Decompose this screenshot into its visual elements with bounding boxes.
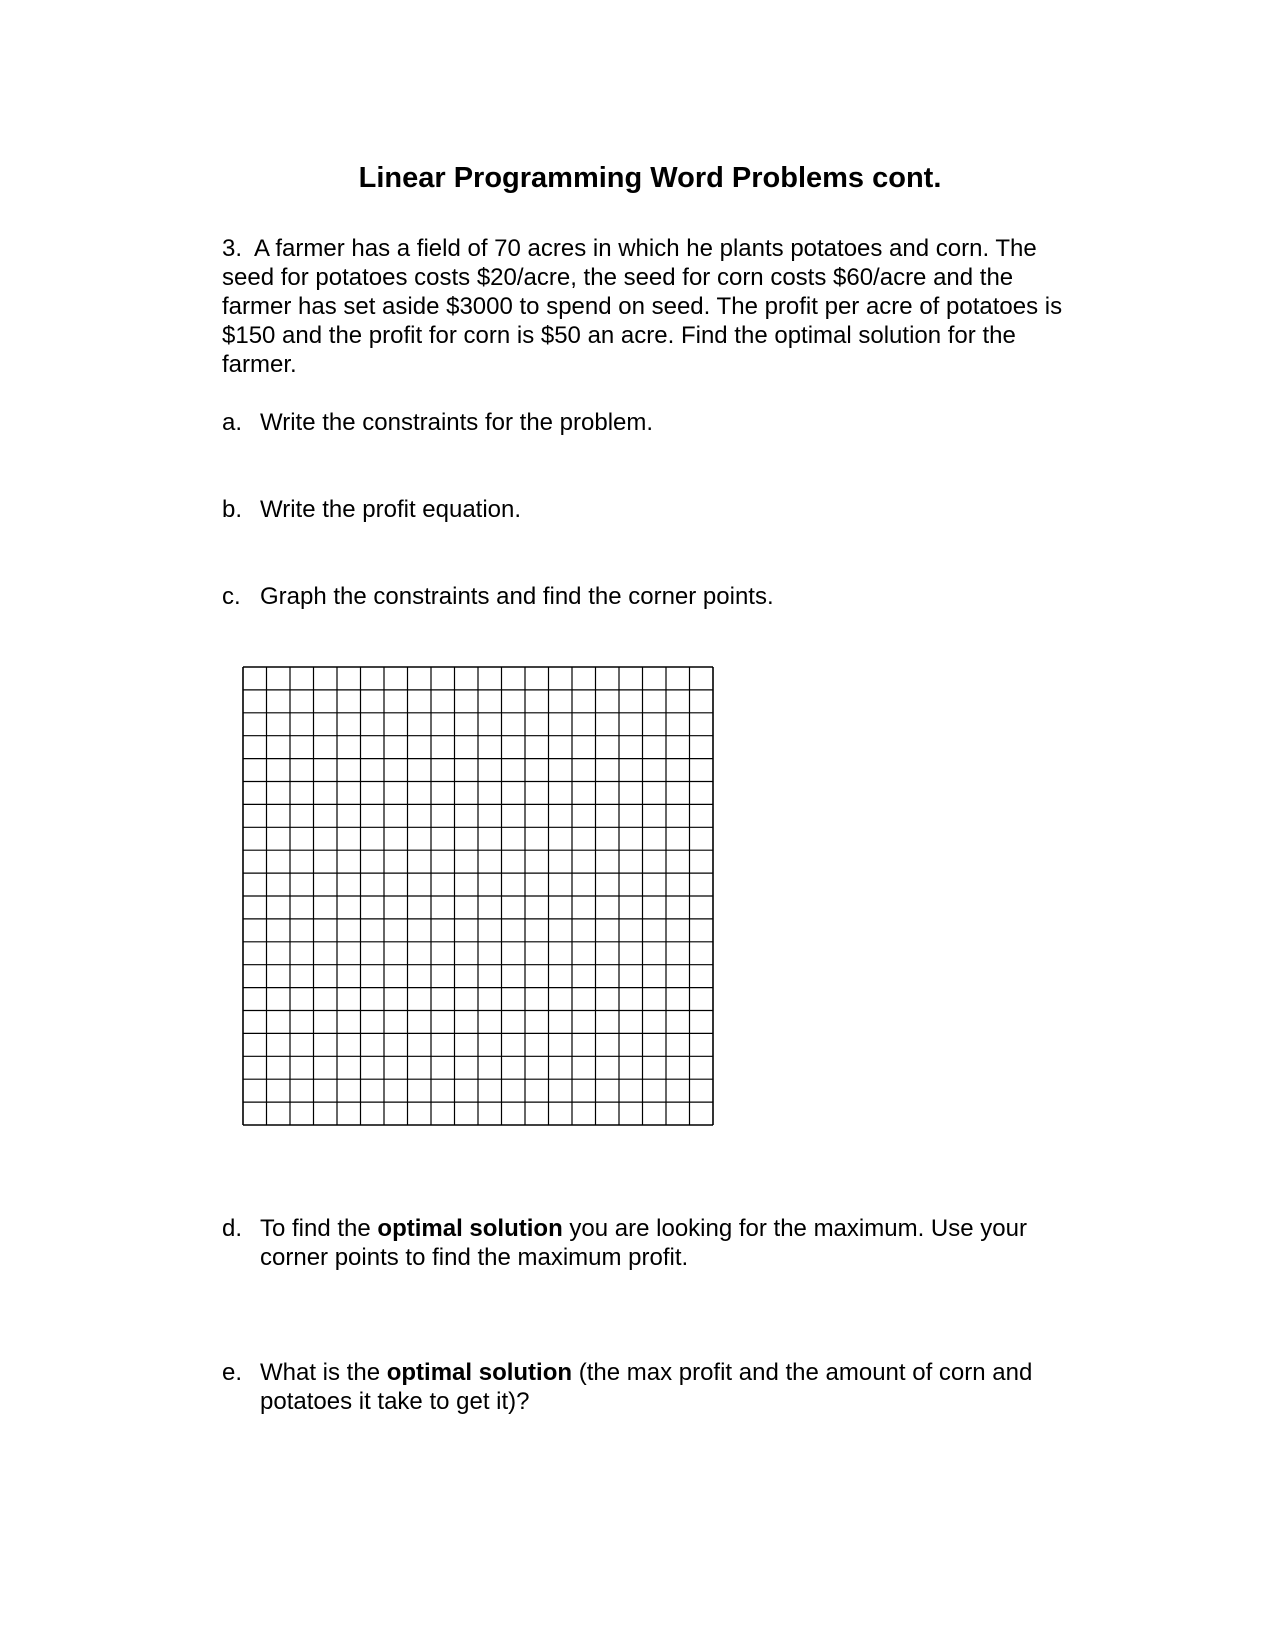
problem-number: 3. xyxy=(222,235,243,262)
part-a-letter: a. xyxy=(222,409,243,436)
page-title: Linear Programming Word Problems cont. xyxy=(358,162,942,194)
graph-grid xyxy=(242,666,714,1126)
part-b xyxy=(222,495,1082,524)
part-e-text xyxy=(260,1358,1082,1416)
part-e-text-pre: What is the xyxy=(260,1359,387,1386)
part-d xyxy=(222,1214,1082,1272)
graph-grid-svg xyxy=(242,666,714,1126)
part-c xyxy=(222,582,1082,611)
part-d-text xyxy=(260,1214,1082,1272)
problem-statement xyxy=(222,234,1082,379)
part-b-text: Write the profit equation. xyxy=(260,496,522,523)
part-b-letter: b. xyxy=(222,496,243,523)
part-e-text-bold: optimal solution xyxy=(386,1359,573,1386)
part-d-text-bold: optimal solution xyxy=(377,1215,563,1242)
part-e xyxy=(222,1358,1082,1416)
problem-text: A farmer has a field of 70 acres in which he plants potatoes and corn. The seed for potatoes costs $20/acre, the seed for corn costs $60/acre and the farmer has set aside $3000 to spend on seed. The profit per acre of potatoes is $150 and the profit for corn is $50 an acre. Find the optimal solution for the farmer. xyxy=(222,235,1063,378)
part-a xyxy=(222,408,1082,437)
part-d-letter: d. xyxy=(222,1215,243,1242)
part-d-text-post: you are looking for the maximum. Use your corner points to find the maximum profit. xyxy=(260,1215,1027,1271)
part-a-text: Write the constraints for the problem. xyxy=(260,409,654,436)
part-c-letter: c. xyxy=(222,583,241,610)
part-d-text-pre: To find the xyxy=(260,1215,378,1242)
part-e-text-post: (the max profit and the amount of corn and potatoes it take to get it)? xyxy=(260,1359,1033,1415)
part-c-text: Graph the constraints and find the corner points. xyxy=(260,583,774,610)
part-e-letter: e. xyxy=(222,1359,243,1386)
